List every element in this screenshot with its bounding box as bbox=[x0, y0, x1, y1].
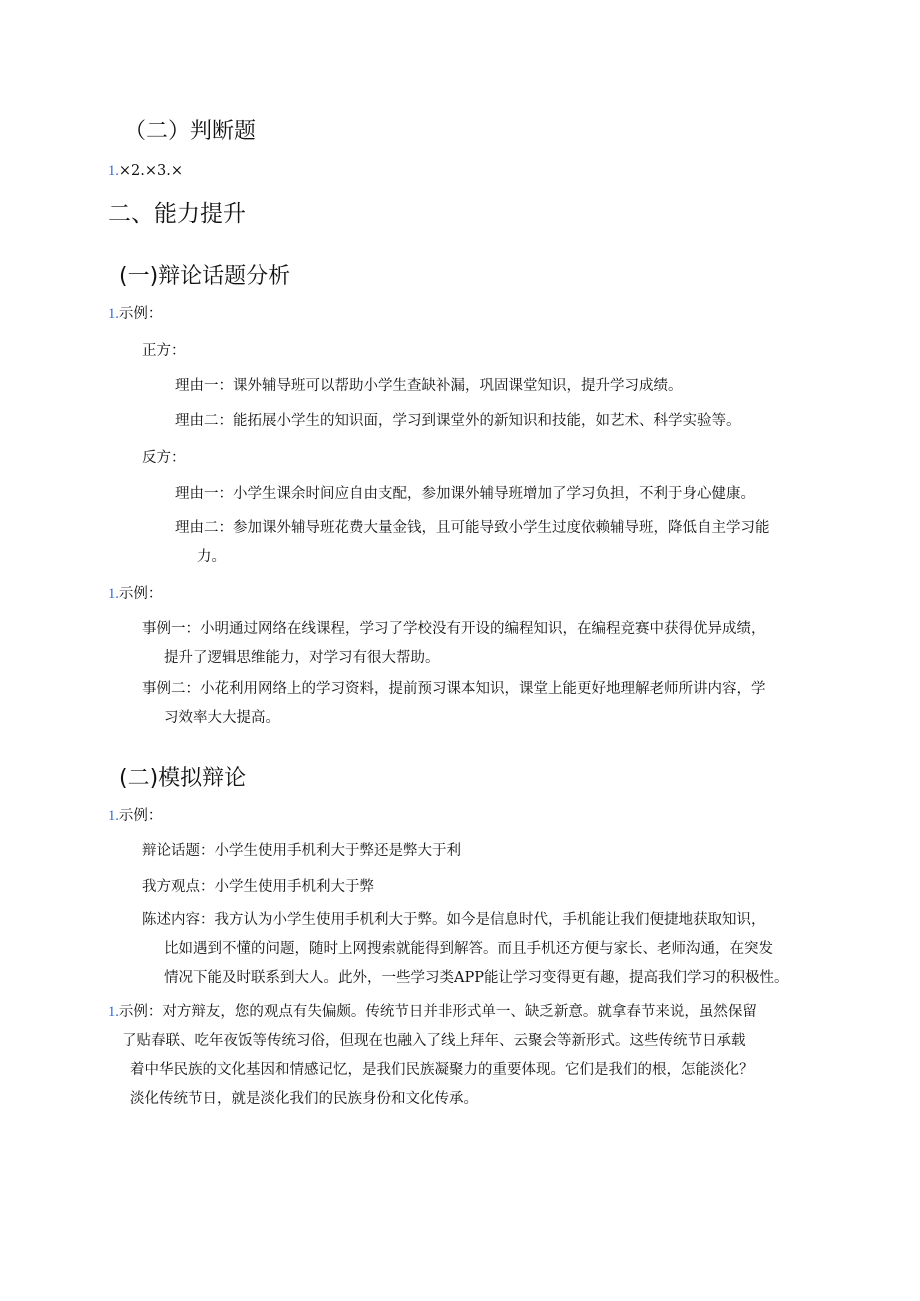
list-item bbox=[108, 806, 162, 826]
con-side-label: 反方： bbox=[142, 450, 186, 466]
pro-side-label: 正方： bbox=[142, 343, 186, 359]
section-heading-judgement: （二）判断题 bbox=[124, 119, 257, 144]
our-viewpoint: 我方观点：小学生使用手机利大于弊 bbox=[142, 879, 374, 895]
statement-line-3: 情况下能及时联系到大人。此外，一些学习类APP能让学习变得更有趣，提高我们学习的积极性。 bbox=[164, 970, 789, 986]
rebuttal-line-1 bbox=[108, 998, 757, 1027]
case-1 bbox=[142, 615, 766, 673]
example-label: 示例： bbox=[118, 306, 163, 322]
case-2-line-1: 事例二：小花利用网络上的学习资料，提前预习课本知识，课堂上能更好地理解老师所讲内容，学 bbox=[142, 681, 766, 697]
list-number: 1. bbox=[108, 306, 119, 322]
example-label: 示例： bbox=[118, 586, 163, 602]
example-label: 示例： bbox=[118, 808, 163, 824]
case-2 bbox=[142, 675, 766, 733]
statement-line-1: 陈述内容：我方认为小学生使用手机利大于弊。如今是信息时代，手机能让我们便捷地获取知识， bbox=[142, 912, 766, 928]
statement-line-2: 比如遇到不懂的问题，随时上网搜索就能得到解答。而且手机还方便与家长、老师沟通，在突发 bbox=[164, 941, 773, 957]
con-reason-1: 理由一：小学生课余时间应自由支配，参加课外辅导班增加了学习负担，不利于身心健康。 bbox=[175, 486, 755, 502]
statement bbox=[142, 906, 788, 993]
judgement-answers bbox=[108, 161, 183, 181]
list-item bbox=[108, 304, 162, 324]
con-reason-2 bbox=[175, 514, 770, 572]
case-2-line-2: 习效率大大提高。 bbox=[164, 710, 280, 726]
list-number: 1. bbox=[108, 808, 119, 824]
list-item bbox=[108, 584, 162, 604]
case-1-line-2: 提升了逻辑思维能力，对学习有很大帮助。 bbox=[164, 650, 440, 666]
con-reason-2-line-1: 理由二：参加课外辅导班花费大量金钱，且可能导致小学生过度依赖辅导班，降低自主学习能 bbox=[175, 520, 770, 536]
debate-topic: 辩论话题：小学生使用手机利大于弊还是弊大于利 bbox=[142, 843, 461, 859]
subsection-heading-mock-debate: (二)模拟辩论 bbox=[119, 766, 247, 791]
rebuttal-line-3: 着中华民族的文化基因和情感记忆，是我们民族凝聚力的重要体现。它们是我们的根，怎能淡化？ bbox=[130, 1062, 754, 1078]
list-number: 1. bbox=[108, 163, 119, 179]
list-number: 1. bbox=[108, 586, 119, 602]
rebuttal-line-4: 淡化传统节日，就是淡化我们的民族身份和文化传承。 bbox=[130, 1091, 478, 1107]
rebuttal bbox=[108, 998, 757, 1114]
section-heading-ability: 二、能力提升 bbox=[108, 201, 246, 227]
case-1-line-1: 事例一：小明通过网络在线课程，学习了学校没有开设的编程知识，在编程竞赛中获得优异成绩， bbox=[142, 621, 766, 637]
subsection-heading-topic-analysis: (一)辩论话题分析 bbox=[119, 264, 291, 289]
rebuttal-line-1-text: 示例：对方辩友，您的观点有失偏颇。传统节日并非形式单一、缺乏新意。就拿春节来说，虽然保留 bbox=[118, 1004, 757, 1020]
rebuttal-line-2: 了贴春联、吃年夜饭等传统习俗，但现在也融入了线上拜年、云聚会等新形式。这些传统节日承载 bbox=[122, 1033, 746, 1049]
pro-reason-2: 理由二：能拓展小学生的知识面，学习到课堂外的新知识和技能，如艺术、科学实验等。 bbox=[175, 413, 741, 429]
con-reason-2-line-2: 力。 bbox=[197, 549, 226, 565]
list-number: 1. bbox=[108, 1004, 119, 1020]
pro-reason-1: 理由一：课外辅导班可以帮助小学生查缺补漏，巩固课堂知识，提升学习成绩。 bbox=[175, 378, 683, 394]
answer-text: ×2.×3.× bbox=[118, 163, 183, 179]
